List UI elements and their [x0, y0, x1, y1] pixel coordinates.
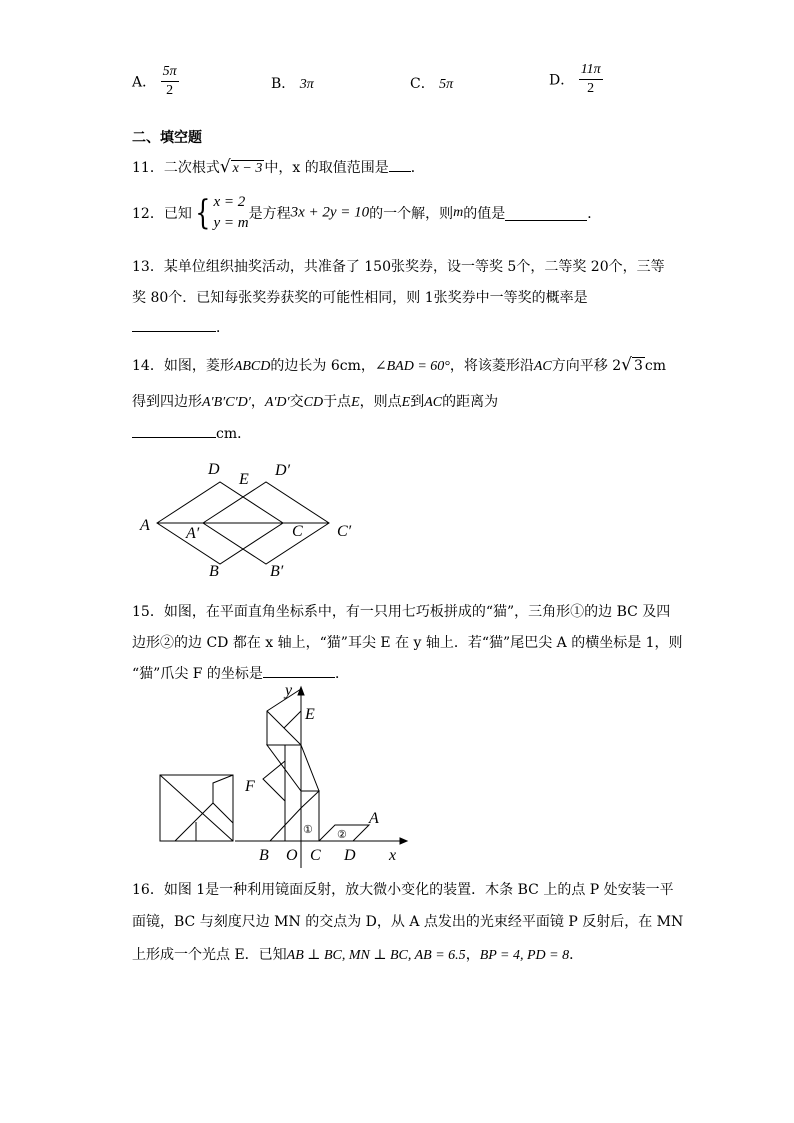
label-o: O	[286, 847, 298, 864]
label-c-prime: C′	[337, 523, 352, 540]
q15-text: “猫”爪尖 F 的坐标是	[132, 666, 263, 682]
q12-variable: m	[453, 205, 464, 220]
q11-radicand: x − 3	[232, 161, 263, 176]
label-b: B	[209, 563, 219, 578]
q14-unit: cm．	[216, 426, 252, 442]
q12-prefix: 12．已知	[132, 206, 192, 222]
option-c-letter: C．	[410, 76, 435, 92]
q15-answer-blank[interactable]	[263, 663, 335, 678]
q12-brace: {	[195, 193, 211, 233]
q16-line3	[132, 944, 583, 964]
q13-line3	[132, 317, 230, 337]
option-a-numerator: 5π	[161, 64, 179, 82]
q14-ac: AC	[533, 359, 552, 374]
q12-answer-blank[interactable]	[505, 206, 587, 221]
q12-text-post: 的值是	[463, 206, 506, 222]
option-d-letter: D．	[549, 72, 575, 89]
label-c: C	[292, 523, 303, 540]
q13-line1: 13．某单位组织抽奖活动，共准备了 150张奖券，设一等奖 5个，二等奖 20个，三等	[132, 259, 665, 275]
q16-end: ．	[569, 947, 584, 963]
q14-text-i: ，则点	[359, 394, 402, 410]
q14-line1: 14．如图，菱形ABCD的边长为 6cm，∠BAD = 60°，将该菱形沿AC方向平移 2√ 3 cm	[132, 355, 667, 375]
label-circle-2: ②	[337, 829, 347, 841]
q14-cm: cm	[644, 358, 667, 374]
cat-head	[267, 689, 301, 745]
q16-line2: 面镜，BC 与刻度尺边 MN 的交点为 D，从 A 点发出的光束经平面镜 P 反射后，在 MN	[132, 914, 684, 930]
q14-text-g: 交	[289, 394, 304, 410]
label-circle-1: ①	[303, 824, 313, 836]
cat-arm	[263, 761, 285, 801]
question-11: 11．二次根式√ x − 3 中，x 的取值范围是 ．	[132, 157, 425, 177]
q14-e: E	[351, 395, 360, 410]
cat-body	[267, 745, 319, 791]
label-y: y	[285, 683, 293, 699]
q14-text-j: 到	[410, 394, 425, 410]
q16-text-a: 上形成一个光点 E．已知	[132, 947, 287, 963]
option-d	[549, 62, 603, 97]
tangram-square-lines2	[175, 803, 233, 841]
q14-text-f: ，	[250, 394, 265, 410]
q16-line1: 16．如图 1是一种利用镜面反射，放大微小变化的装置．木条 BC 上的点 P 处安装一平	[132, 882, 674, 898]
q14-e2: E	[401, 395, 411, 410]
q12-equation: 3x + 2y = 10	[290, 204, 370, 221]
q16-conditions: AB ⊥ BC, MN ⊥ BC, AB = 6.5	[286, 948, 466, 963]
q12-text-mid: 是方程	[248, 206, 291, 222]
q14-text-d: 方向平移 2	[551, 358, 622, 374]
option-b	[271, 73, 314, 93]
q14-text-e: 得到四边形	[132, 394, 202, 410]
q14-ac2: AC	[424, 395, 443, 410]
option-a	[132, 64, 179, 99]
label-d-prime: D′	[275, 462, 291, 479]
label-b: B	[259, 847, 269, 864]
label-b-prime: B′	[270, 563, 284, 578]
label-x: x	[389, 847, 397, 864]
option-a-denominator: 2	[166, 83, 174, 98]
q14-text-h: 于点	[323, 394, 352, 410]
label-e: E	[239, 471, 249, 488]
option-c	[410, 73, 453, 93]
option-b-letter: B．	[271, 76, 296, 92]
option-a-letter: A．	[132, 74, 157, 91]
question-12	[132, 192, 601, 234]
q12-system-line2: y = m	[213, 215, 249, 231]
q15-line1: 15．如图，在平面直角坐标系中，有一只用七巧板拼成的“猫”，三角形①的边 BC 及四	[132, 604, 671, 620]
label-f: F	[245, 778, 255, 795]
q15-line2: 边形②的边 CD 都在 x 轴上，“猫”耳尖 E 在 y 轴上．若“猫”尾巴尖 A 的横坐标是 1，则	[132, 635, 683, 651]
q11-answer-blank[interactable]	[389, 157, 411, 172]
option-b-value: 3π	[299, 77, 314, 92]
option-d-denominator: 2	[587, 81, 595, 96]
option-d-fraction	[579, 62, 603, 97]
option-a-fraction	[161, 64, 179, 99]
q11-text: 中，x 的取值范围是	[264, 160, 389, 176]
q16-text-c: ，	[465, 947, 480, 963]
q14-text-k: 的距离为	[442, 394, 499, 410]
tangram-square-lines4	[213, 775, 233, 803]
q14-answer-blank[interactable]	[132, 423, 216, 438]
q14-angle: ∠BAD = 60°	[374, 359, 450, 374]
label-d: D	[344, 847, 356, 864]
q14-ad: A′D′	[264, 395, 290, 410]
label-c: C	[310, 847, 321, 864]
q14-text-a: 14．如图，菱形	[132, 358, 234, 374]
q14-prime-quad: A′B′C′D′	[202, 395, 251, 410]
q14-line3	[132, 423, 251, 443]
q11-prefix: 11．二次根式	[132, 160, 220, 176]
q11-end: ．	[410, 160, 425, 176]
q14-sqrt3: 3	[633, 358, 643, 374]
q12-system	[213, 192, 248, 234]
x-axis-arrow	[400, 838, 407, 844]
q16-lengths: BP = 4, PD = 8	[479, 948, 570, 963]
q14-abcd: ABCD	[233, 359, 271, 374]
q13-end: ．	[216, 320, 230, 336]
section-title: 二、填空题	[132, 130, 202, 146]
q12-system-line1: x = 2	[213, 194, 246, 210]
q14-text-c: ，将该菱形沿	[449, 358, 534, 374]
q15-end: ．	[334, 666, 349, 682]
q12-end: ．	[587, 206, 602, 222]
label-d: D	[208, 461, 220, 478]
option-d-numerator: 11π	[579, 62, 603, 80]
tangram-figure	[155, 683, 415, 868]
q14-line2	[132, 391, 498, 411]
q14-cd: CD	[303, 395, 324, 410]
q15-line3	[132, 663, 349, 683]
q13-answer-blank[interactable]	[132, 317, 216, 332]
rhombus-figure	[135, 458, 365, 578]
label-a: A	[369, 810, 379, 827]
option-c-value: 5π	[439, 77, 454, 92]
label-a: A	[140, 517, 150, 534]
q14-text-b: 的边长为 6cm，	[270, 358, 375, 374]
q12-text-mid2: 的一个解，则	[369, 206, 454, 222]
q13-line2: 奖 80个．已知每张奖券获奖的可能性相同，则 1张奖券中一等奖的概率是	[132, 290, 588, 306]
label-a-prime: A′	[186, 525, 200, 542]
label-e: E	[305, 706, 315, 723]
